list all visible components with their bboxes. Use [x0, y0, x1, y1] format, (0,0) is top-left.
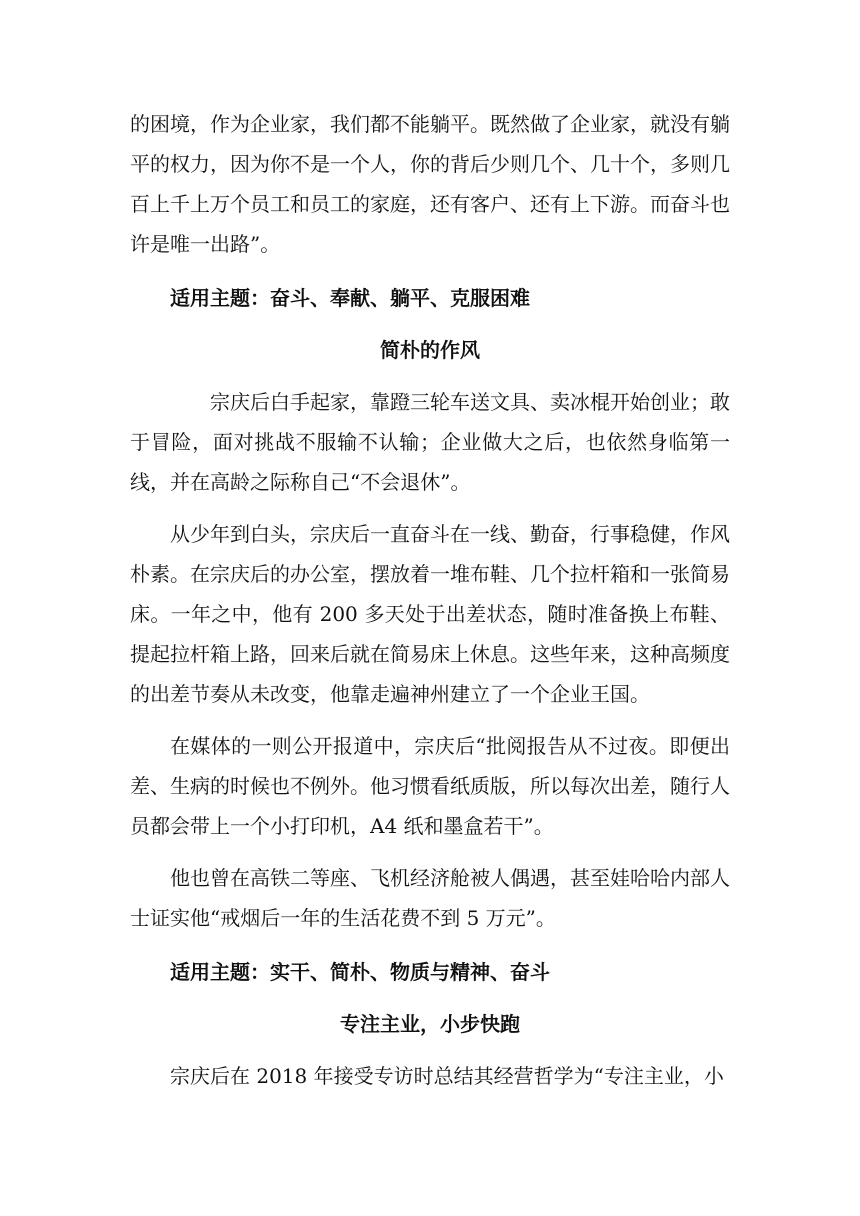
paragraph-frugality: 他也曾在高铁二等座、飞机经济舱被人偶遇，甚至娃哈哈内部人士证实他“戒烟后一年的生活花费不到 5 万元”。 — [130, 866, 730, 930]
paragraph-business-philosophy: 宗庆后在 2018 年接受专访时总结其经营哲学为“专注主业，小 — [170, 1064, 724, 1088]
paragraph-continuation: 的困境，作为企业家，我们都不能躺平。既然做了企业家，就没有躺平的权力，因为你不是一个人，你的背后少则几个、几十个，多则几百上千上万个员工和员工的家庭，还有客户、还有上下游。而奋斗也许是唯一出路”。 — [130, 112, 730, 256]
section-heading-focus: 专注主业，小步快跑 — [340, 1012, 520, 1036]
paragraph-media-report: 在媒体的一则公开报道中，宗庆后“批阅报告从不过夜。即便出差、生病的时候也不例外。他习惯看纸质版，所以每次出差，随行人员都会带上一个小打印机，A4 纸和墨盒若干”。 — [130, 734, 730, 838]
document-page — [130, 104, 730, 1096]
paragraph-entrepreneurship: 宗庆后白手起家，靠蹬三轮车送文具、卖冰棍开始创业；敢于冒险，面对挑战不服输不认输；企业做大之后，也依然身临第一线，并在高龄之际称自己“不会退休”。 — [130, 390, 730, 494]
paragraph-work-style: 从少年到白头，宗庆后一直奋斗在一线、勤奋，行事稳健，作风朴素。在宗庆后的办公室，摆放着一堆布鞋、几个拉杆箱和一张简易床。一年之中，他有 200 多天处于出差状态，随时准备换上布鞋、提起拉杆箱上路，回来后就在简易床上休息。这些年来，这种高频度的出差节奏从未改变，他靠走遍神州建立了一个企业王国。 — [130, 522, 730, 706]
applicable-topics-2: 适用主题：实干、简朴、物质与精神、奋斗 — [170, 960, 550, 984]
section-heading-simple-style: 简朴的作风 — [380, 338, 480, 362]
applicable-topics-1: 适用主题：奋斗、奉献、躺平、克服困难 — [170, 286, 530, 310]
